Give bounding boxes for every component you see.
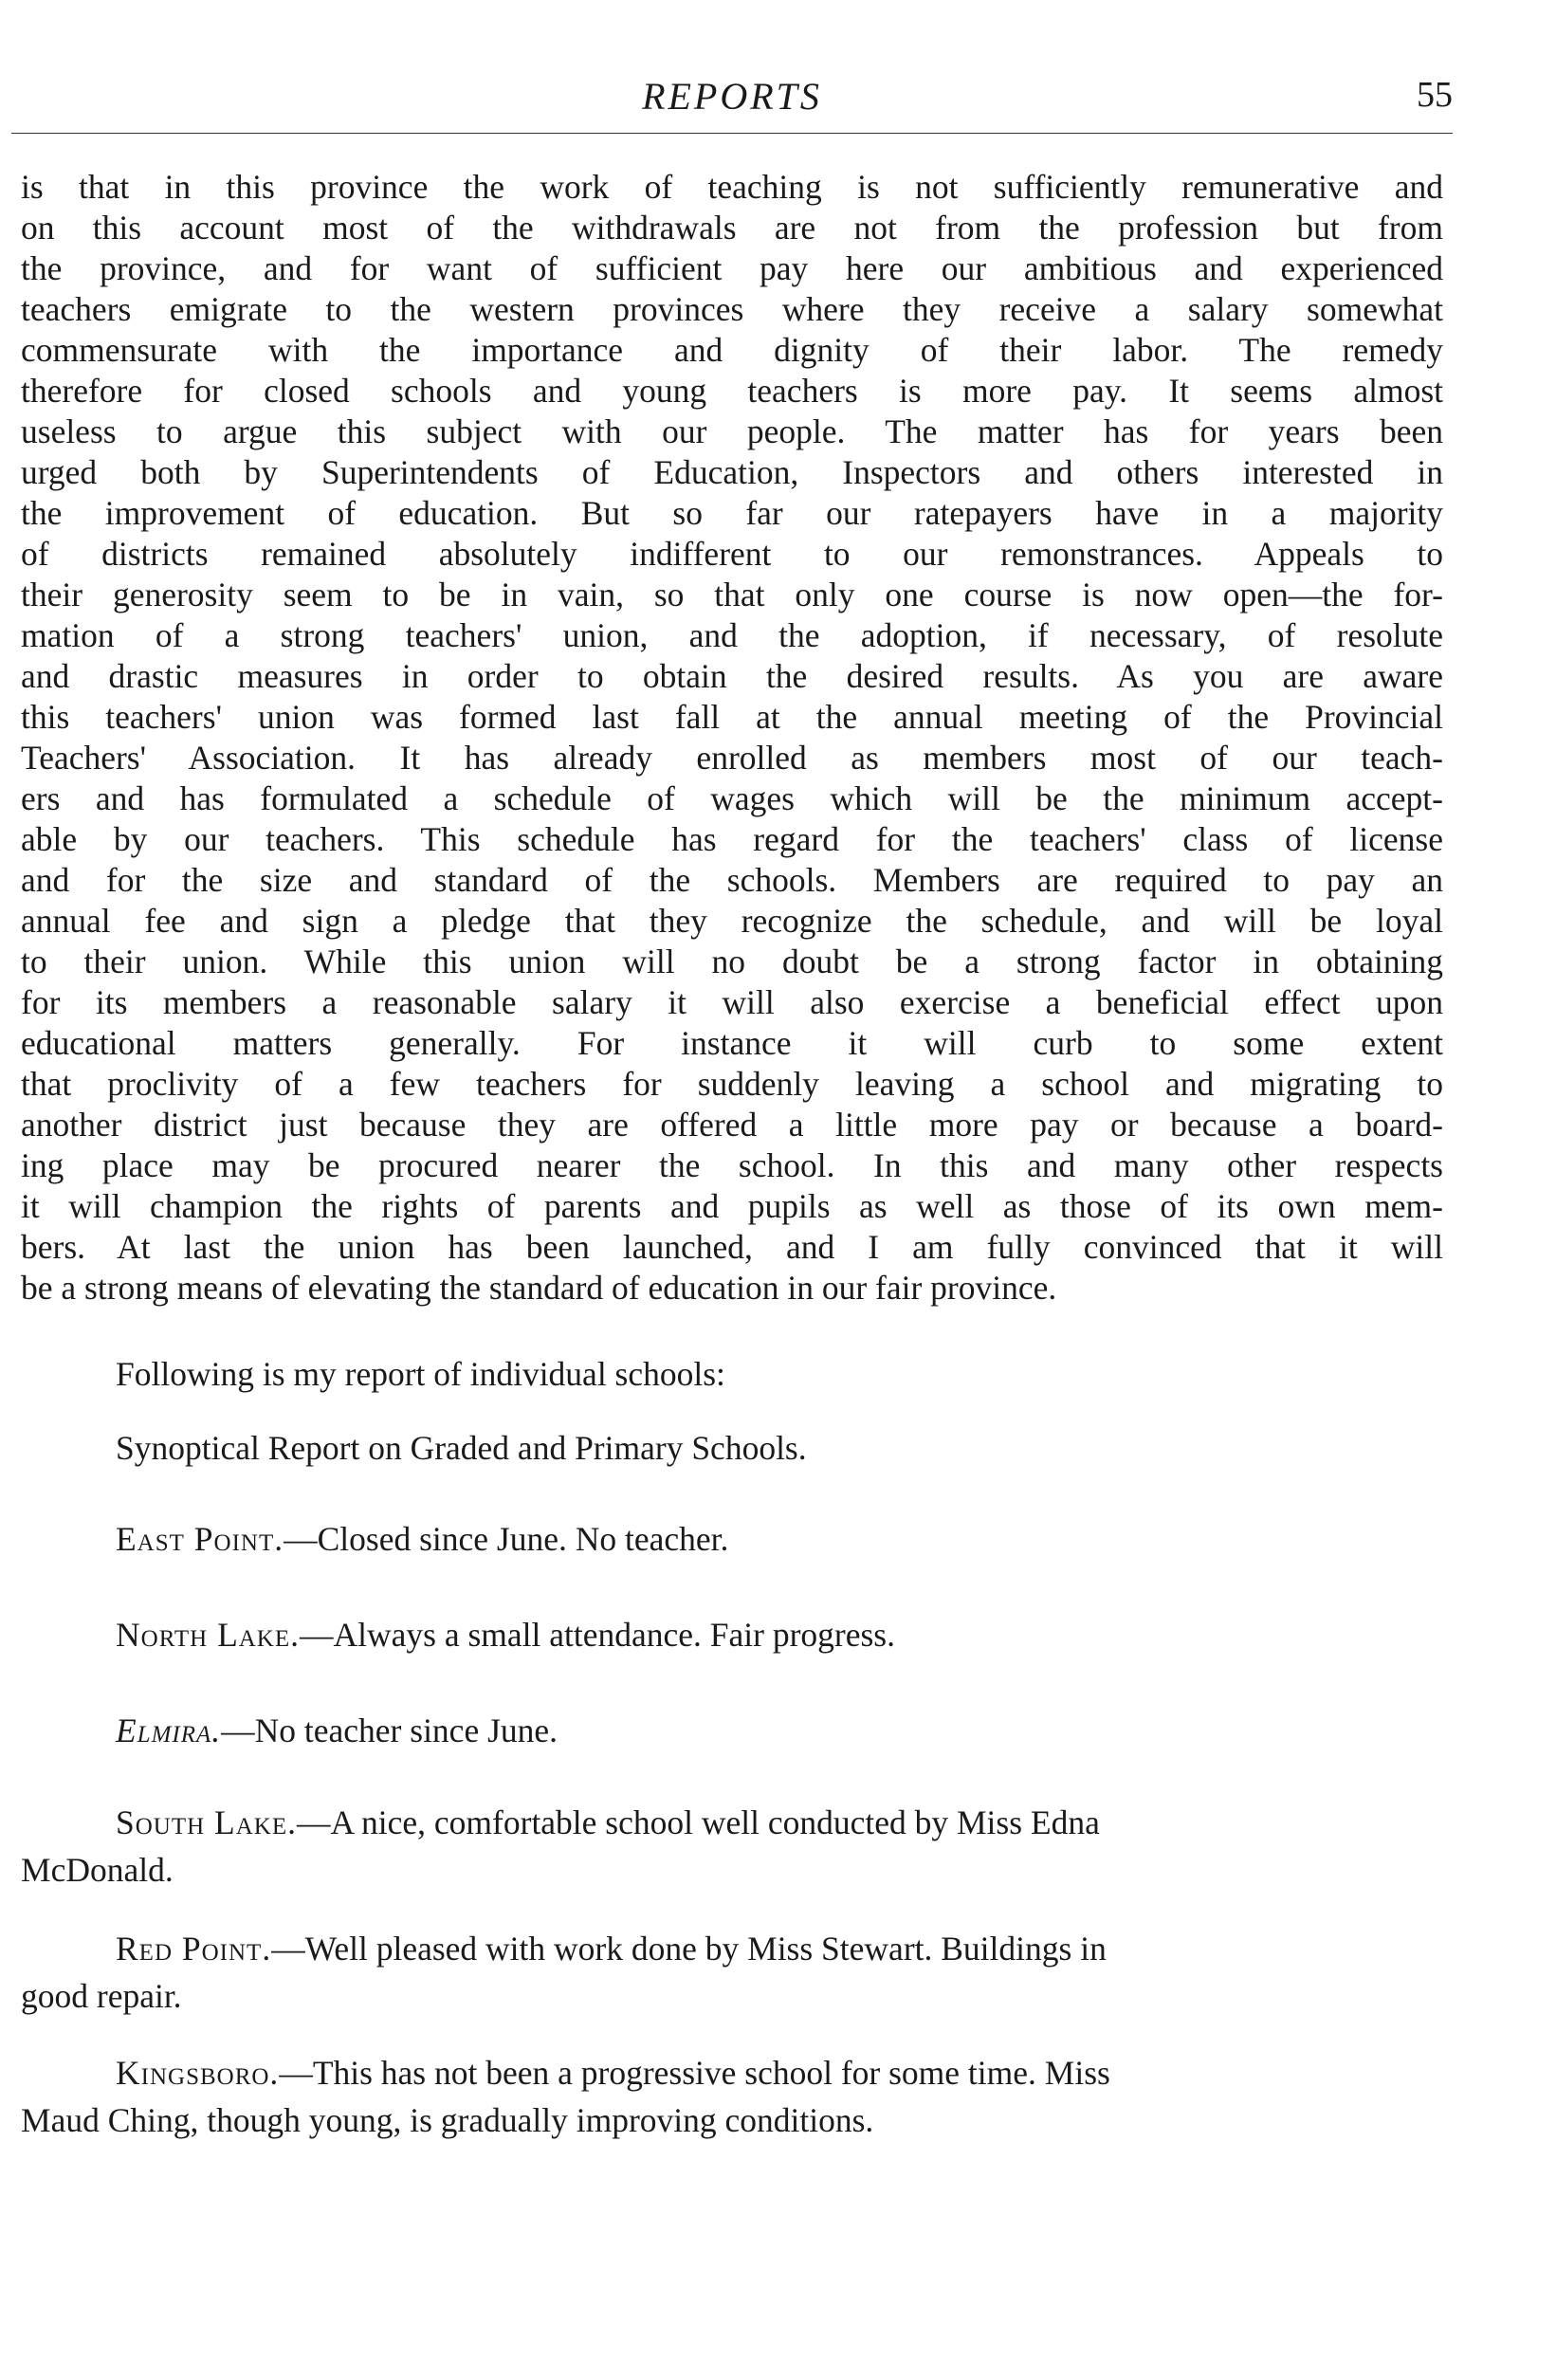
- paragraph-line: therefore for closed schools and young teachers is more pay. It seems almost: [21, 372, 1443, 410]
- paragraph-line: another district just because they are offered a little more pay or because a board-: [21, 1106, 1443, 1144]
- paragraph-line: commensurate with the importance and dignity of their labor. The remedy: [21, 331, 1443, 369]
- paragraph-line: ers and has formulated a schedule of wages which will be the minimum accept-: [21, 779, 1443, 817]
- running-title: REPORTS: [642, 75, 822, 118]
- school-entry-elmira: [21, 1707, 1443, 1754]
- paragraph-line: it will champion the rights of parents and pupils as well as those of its own mem-: [21, 1187, 1443, 1225]
- school-name: Red Point.: [116, 1930, 272, 1968]
- paragraph-line: and for the size and standard of the schools. Members are required to pay an: [21, 861, 1443, 899]
- school-entry-kingsboro: [21, 2049, 1443, 2144]
- paragraph-line: urged both by Superintendents of Education, Inspectors and others interested in: [21, 453, 1443, 491]
- paragraph-line: of districts remained absolutely indifferent to our remonstrances. Appeals to: [21, 535, 1443, 573]
- paragraph-line: mation of a strong teachers' union, and the adoption, if necessary, of resolute: [21, 616, 1443, 654]
- paragraph-line: this teachers' union was formed last fall at the annual meeting of the Provincial: [21, 698, 1443, 736]
- school-name: Kingsboro.: [116, 2054, 280, 2092]
- school-report: —This has not been a progressive school for some time. Miss: [279, 2054, 1110, 2092]
- running-header: [11, 74, 1453, 134]
- following-line: [21, 1350, 1443, 1398]
- paragraph-line: able by our teachers. This schedule has regard for the teachers' class of license: [21, 820, 1443, 858]
- school-report-continuation: McDonald.: [21, 1851, 174, 1889]
- paragraph-line: educational matters generally. For instance it will curb to some extent: [21, 1024, 1443, 1062]
- paragraph-line: on this account most of the withdrawals are not from the profession but from: [21, 209, 1443, 247]
- paragraph-line: bers. At last the union has been launched, and I am fully convinced that it will: [21, 1228, 1443, 1266]
- synoptical-text: Synoptical Report on Graded and Primary Schools.: [116, 1429, 807, 1467]
- school-report: —Always a small attendance. Fair progress.: [300, 1616, 895, 1654]
- paragraph-line: is that in this province the work of teaching is not sufficiently remunerative and: [21, 168, 1443, 206]
- school-entry-south-lake: [21, 1799, 1443, 1894]
- paragraph-line: their generosity seem to be in vain, so that only one course is now open—the for-: [21, 576, 1443, 613]
- school-name: East Point.: [116, 1520, 284, 1558]
- school-report: —A nice, comfortable school well conducted by Miss Edna: [297, 1803, 1100, 1841]
- school-name: Elmira.: [116, 1712, 222, 1749]
- school-name: North Lake.: [116, 1616, 301, 1654]
- paragraph-line: the province, and for want of sufficient pay here our ambitious and experienced: [21, 249, 1443, 287]
- paragraph-line: annual fee and sign a pledge that they recognize the schedule, and will be loyal: [21, 902, 1443, 940]
- following-text: Following is my report of individual schools:: [116, 1355, 725, 1393]
- school-entry-north-lake: [21, 1611, 1443, 1658]
- paragraph-line: teachers emigrate to the western provinces where they receive a salary somewhat: [21, 290, 1443, 328]
- school-report: —No teacher since June.: [221, 1712, 558, 1749]
- page-number: 55: [1417, 75, 1453, 115]
- paragraph-line: to their union. While this union will no doubt be a strong factor in obtaining: [21, 943, 1443, 980]
- school-report-continuation: good repair.: [21, 1977, 182, 2015]
- paragraph-line: for its members a reasonable salary it will also exercise a beneficial effect upon: [21, 983, 1443, 1021]
- body-paragraph: [21, 167, 1443, 1309]
- paragraph-line: and drastic measures in order to obtain the desired results. As you are aware: [21, 657, 1443, 695]
- paragraph-line: useless to argue this subject with our people. The matter has for years been: [21, 412, 1443, 450]
- school-report-continuation: Maud Ching, though young, is gradually improving conditions.: [21, 2101, 874, 2139]
- paragraph-line: Teachers' Association. It has already enrolled as members most of our teach-: [21, 739, 1443, 777]
- paragraph-line: be a strong means of elevating the standard of education in our fair province.: [21, 1269, 1057, 1307]
- school-entry-east-point: [21, 1515, 1443, 1563]
- school-entry-red-point: [21, 1925, 1443, 2020]
- synoptical-heading: [21, 1424, 1443, 1472]
- paragraph-line: the improvement of education. But so far our ratepayers have in a majority: [21, 494, 1443, 532]
- school-report: —Well pleased with work done by Miss Stewart. Buildings in: [271, 1930, 1107, 1968]
- paragraph-line: ing place may be procured nearer the school. In this and many other respects: [21, 1146, 1443, 1184]
- school-report: —Closed since June. No teacher.: [284, 1520, 729, 1558]
- school-name: South Lake.: [116, 1803, 297, 1841]
- paragraph-line: that proclivity of a few teachers for suddenly leaving a school and migrating to: [21, 1065, 1443, 1103]
